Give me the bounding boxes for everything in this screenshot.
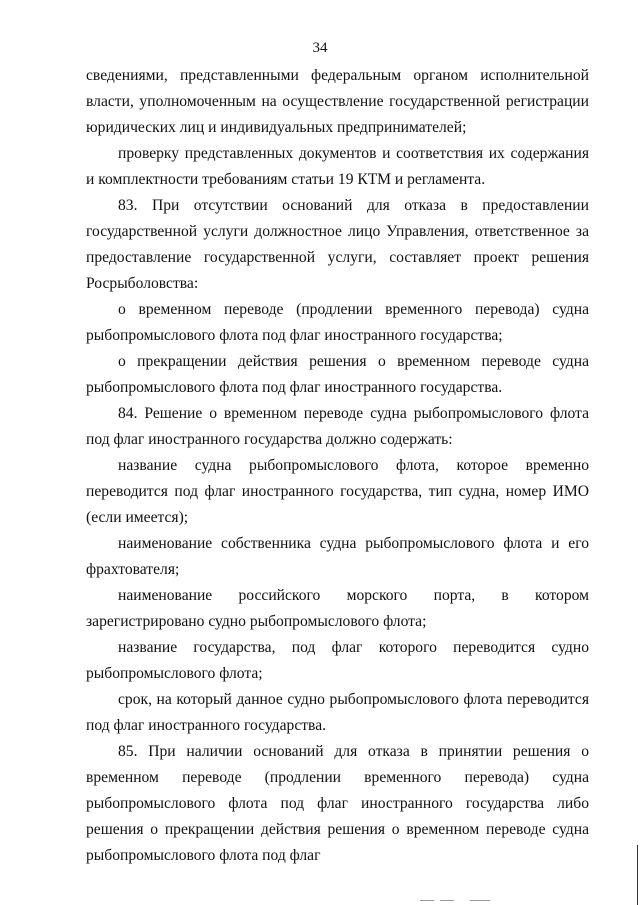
list-item-state-name: название государства, под флаг которого переводится судно рыбопромыслового флота; (86, 639, 589, 682)
list-item-temporary-transfer: о временном переводе (продлении временного перевода) судна рыбопромыслового флота под флаг иностранного государства; (86, 301, 589, 344)
list-item-owner-name: наименование собственника судна рыбопромыслового флота и его фрахтователя; (86, 535, 589, 578)
paragraph-83: 83. При отсутствии оснований для отказа в предоставлении государственной услуги должностное лицо Управления, ответственное за предоставление государственной услуги, составляет проект решения Росрыболовства: (86, 197, 589, 292)
scan-artifact-dash (420, 900, 434, 901)
list-item-termination: о прекращении действия решения о временном переводе судна рыбопромыслового флота под флаг иностранного государства. (86, 353, 589, 396)
list-item-term: срок, на который данное судно рыбопромыслового флота переводится под флаг иностранного государства. (86, 691, 589, 734)
scan-artifact-dash (440, 900, 454, 901)
scan-artifact-dash (470, 900, 490, 901)
document-body (86, 63, 589, 869)
page-number: 34 (312, 40, 328, 56)
list-item-vessel-name: название судна рыбопромыслового флота, которое временно переводится под флаг иностранного государства, тип судна, номер ИМО (если имеется); (86, 457, 589, 526)
list-item-port-name: наименование российского морского порта, в котором зарегистрировано судно рыбопромыслового флота; (86, 587, 589, 630)
scan-edge-line (637, 845, 638, 905)
paragraph-85: 85. При наличии оснований для отказа в принятии решения о временном переводе (продлении временного перевода) судна рыбопромыслового флота под флаг иностранного государства либо решения о прекращении действия решения о временном переводе судна рыбопромыслового флота под флаг (86, 743, 589, 864)
paragraph-84: 84. Решение о временном переводе судна рыбопромыслового флота под флаг иностранного государства должно содержать: (86, 405, 589, 448)
paragraph-continuation: сведениями, представленными федеральным органом исполнительной власти, уполномоченным на осуществление государственной регистрации юридических лиц и индивидуальных предпринимателей; (86, 67, 589, 136)
paragraph-check-documents: проверку представленных документов и соответствия их содержания и комплектности требованиям статьи 19 КТМ и регламента. (86, 145, 589, 188)
